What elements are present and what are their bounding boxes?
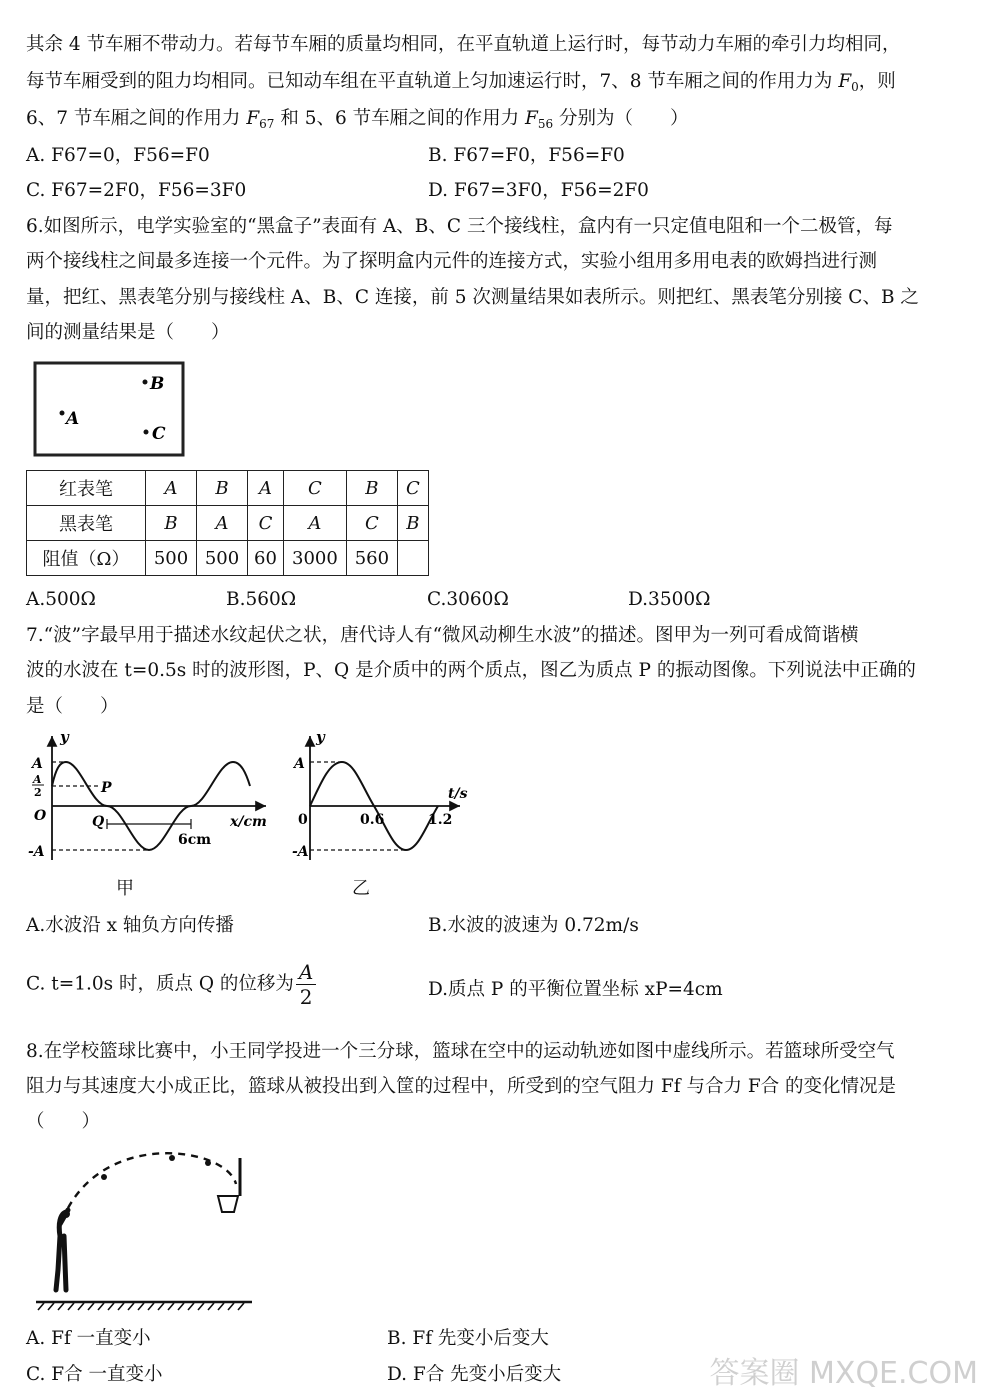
caption-yi: 乙 [352,878,370,899]
terminal-b-dot [143,380,148,385]
q5-text-line-3: 6、7 节车厢之间的作用力 $F_{67}$ 和 5、6 节车厢之间的作用力 $F_{56}$ 分别为（ ） [26,108,689,131]
hoop-icon [218,1196,238,1212]
table-cell: B [365,477,379,499]
row-header: 阻值（Ω） [27,541,146,576]
table-cell: 500 [146,541,197,576]
table-row-resistance [27,541,429,576]
q8-option-a: A. Ff 一直变小 [26,1328,151,1349]
watermark-logo: 答案圈 MXQE.COM [709,1356,978,1391]
q6-text-line-2: 两个接线柱之间最多连接一个元件。为了探明盒内元件的连接方式，实验小组用多用电表的欧姆挡进行测 [26,251,878,272]
q5-option-c: C. F67=2F0，F56=3F0 [26,180,247,201]
table-cell: A [258,477,272,499]
vibration-graph-yi [292,728,472,868]
q6-option-b: B.560Ω [226,589,297,610]
q6-option-d: D.3500Ω [628,589,711,610]
table-cell: B [164,512,178,534]
q7-option-a: A.水波沿 x 轴负方向传播 [26,915,234,936]
terminal-c-label: C [152,424,166,444]
measurement-table [26,470,429,576]
amplitude-label: A [32,756,43,772]
trajectory-dashed [68,1153,236,1208]
half-amp-denominator: 2 [34,786,42,799]
ground-hatching [38,1303,244,1310]
q7-text-line-3: 是（ ） [26,696,119,717]
q5-option-b: B. F67=F0，F56=F0 [428,145,625,166]
black-box-diagram [30,358,190,463]
table-cell: 500 [197,541,248,576]
q8-text-line-1: 8.在学校篮球比赛中，小王同学投进一个三分球，篮球在空中的运动轨迹如图中虚线所示。若篮球所受空气 [26,1041,895,1062]
table-cell: A [308,512,322,534]
fraction-a-over-2: $\frac{A}{2}$ [296,962,316,1007]
amplitude-label: A [294,756,305,772]
wave-graph-jia [28,728,278,868]
point-p-label: P [101,780,112,796]
terminal-a-dot [60,411,65,416]
q5-text-line-2: 每节车厢受到的阻力均相同。已知动车组在平直轨道上匀加速运行时，7、8 节车厢之间的作用力为 $F_0$，则 [26,71,896,94]
basketball-trajectory-diagram [30,1140,260,1320]
row-header: 黑表笔 [27,506,146,541]
ball-position [101,1174,107,1180]
q7-text-line-1: 7.“波”字最早用于描述水纹起伏之状，唐代诗人有“微风动柳生水波”的描述。图甲为一列可看成简谐横 [26,625,859,646]
wavelength-label: 6cm [178,832,212,848]
table-row-black-probe [27,506,429,541]
table-cell: 60 [248,541,284,576]
neg-amplitude-label: -A [28,844,45,860]
player-figure-icon [56,1210,68,1290]
neg-amplitude-label: -A [292,844,309,860]
y-axis-label: y [60,728,69,746]
table-cell: B [215,477,229,499]
terminal-a-label: A [66,409,80,429]
q6-option-a: A.500Ω [26,589,96,610]
terminal-b-label: B [150,374,165,394]
terminal-c-dot [144,430,149,435]
origin-label: O [34,808,47,824]
tick-1-2: 1.2 [428,812,453,828]
t-axis-label: t/s [448,786,468,802]
x-axis-label: x/cm [230,814,267,830]
caption-jia: 甲 [116,878,134,899]
half-amp-numerator: A [33,773,42,786]
origin-label: 0 [298,812,308,828]
q8-option-b: B. Ff 先变小后变大 [387,1328,549,1349]
table-cell: C [258,512,273,534]
q7-text-line-2: 波的水波在 t=0.5s 时的波形图，P、Q 是介质中的两个质点，图乙为质点 P 的振动图像。下列说法中正确的 [26,660,916,681]
q6-text-line-4: 间的测量结果是（ ） [26,322,230,343]
q8-text-line-2: 阻力与其速度大小成正比，篮球从被投出到入筐的过程中，所受到的空气阻力 Ff 与合力 F合 的变化情况是 [26,1076,897,1097]
table-row-red-probe [27,471,429,506]
q8-option-d: D. F合 先变小后变大 [387,1364,562,1385]
y-axis-label: y [316,728,325,746]
table-cell: 3000 [283,541,346,576]
q8-option-c: C. F合 一直变小 [26,1364,163,1385]
q8-text-line-3: （ ） [26,1111,101,1132]
q5-option-d: D. F67=3F0，F56=2F0 [428,180,649,201]
table-cell: 560 [346,541,397,576]
q5-text-line-1: 其余 4 节车厢不带动力。若每节车厢的质量均相同，在平直轨道上运行时，每节动力车厢的牵引力均相同， [26,34,901,55]
point-q-label: Q [92,814,105,830]
q7-option-b: B.水波的波速为 0.72m/s [428,915,639,936]
q5-option-a: A. F67=0，F56=F0 [26,145,210,166]
table-cell: A [215,512,229,534]
q6-text-line-3: 量，把红、黑表笔分别与接线柱 A、B、C 连接，前 5 次测量结果如表所示。则把红、黑表笔分别接 C、B 之 [26,287,919,308]
table-cell: C [365,512,379,534]
table-cell: B [406,512,420,534]
q6-text-line-1: 6.如图所示，电学实验室的“黑盒子”表面有 A、B、C 三个接线柱，盒内有一只定值电阻和一个二极管，每 [26,216,893,237]
row-header: 红表笔 [27,471,146,506]
ball-position [169,1155,175,1161]
q6-option-c: C.3060Ω [427,589,509,610]
q7-option-c: C. t=1.0s 时，质点 Q 的位移为 $\frac{A}{2}$ [26,962,316,1007]
ball-position [205,1160,211,1166]
table-cell [397,541,428,576]
table-cell: A [164,477,178,499]
table-cell: C [406,477,420,499]
table-cell: C [308,477,322,499]
tick-0-6: 0.6 [360,812,385,828]
q7-option-d: D.质点 P 的平衡位置坐标 xP=4cm [428,979,723,1000]
